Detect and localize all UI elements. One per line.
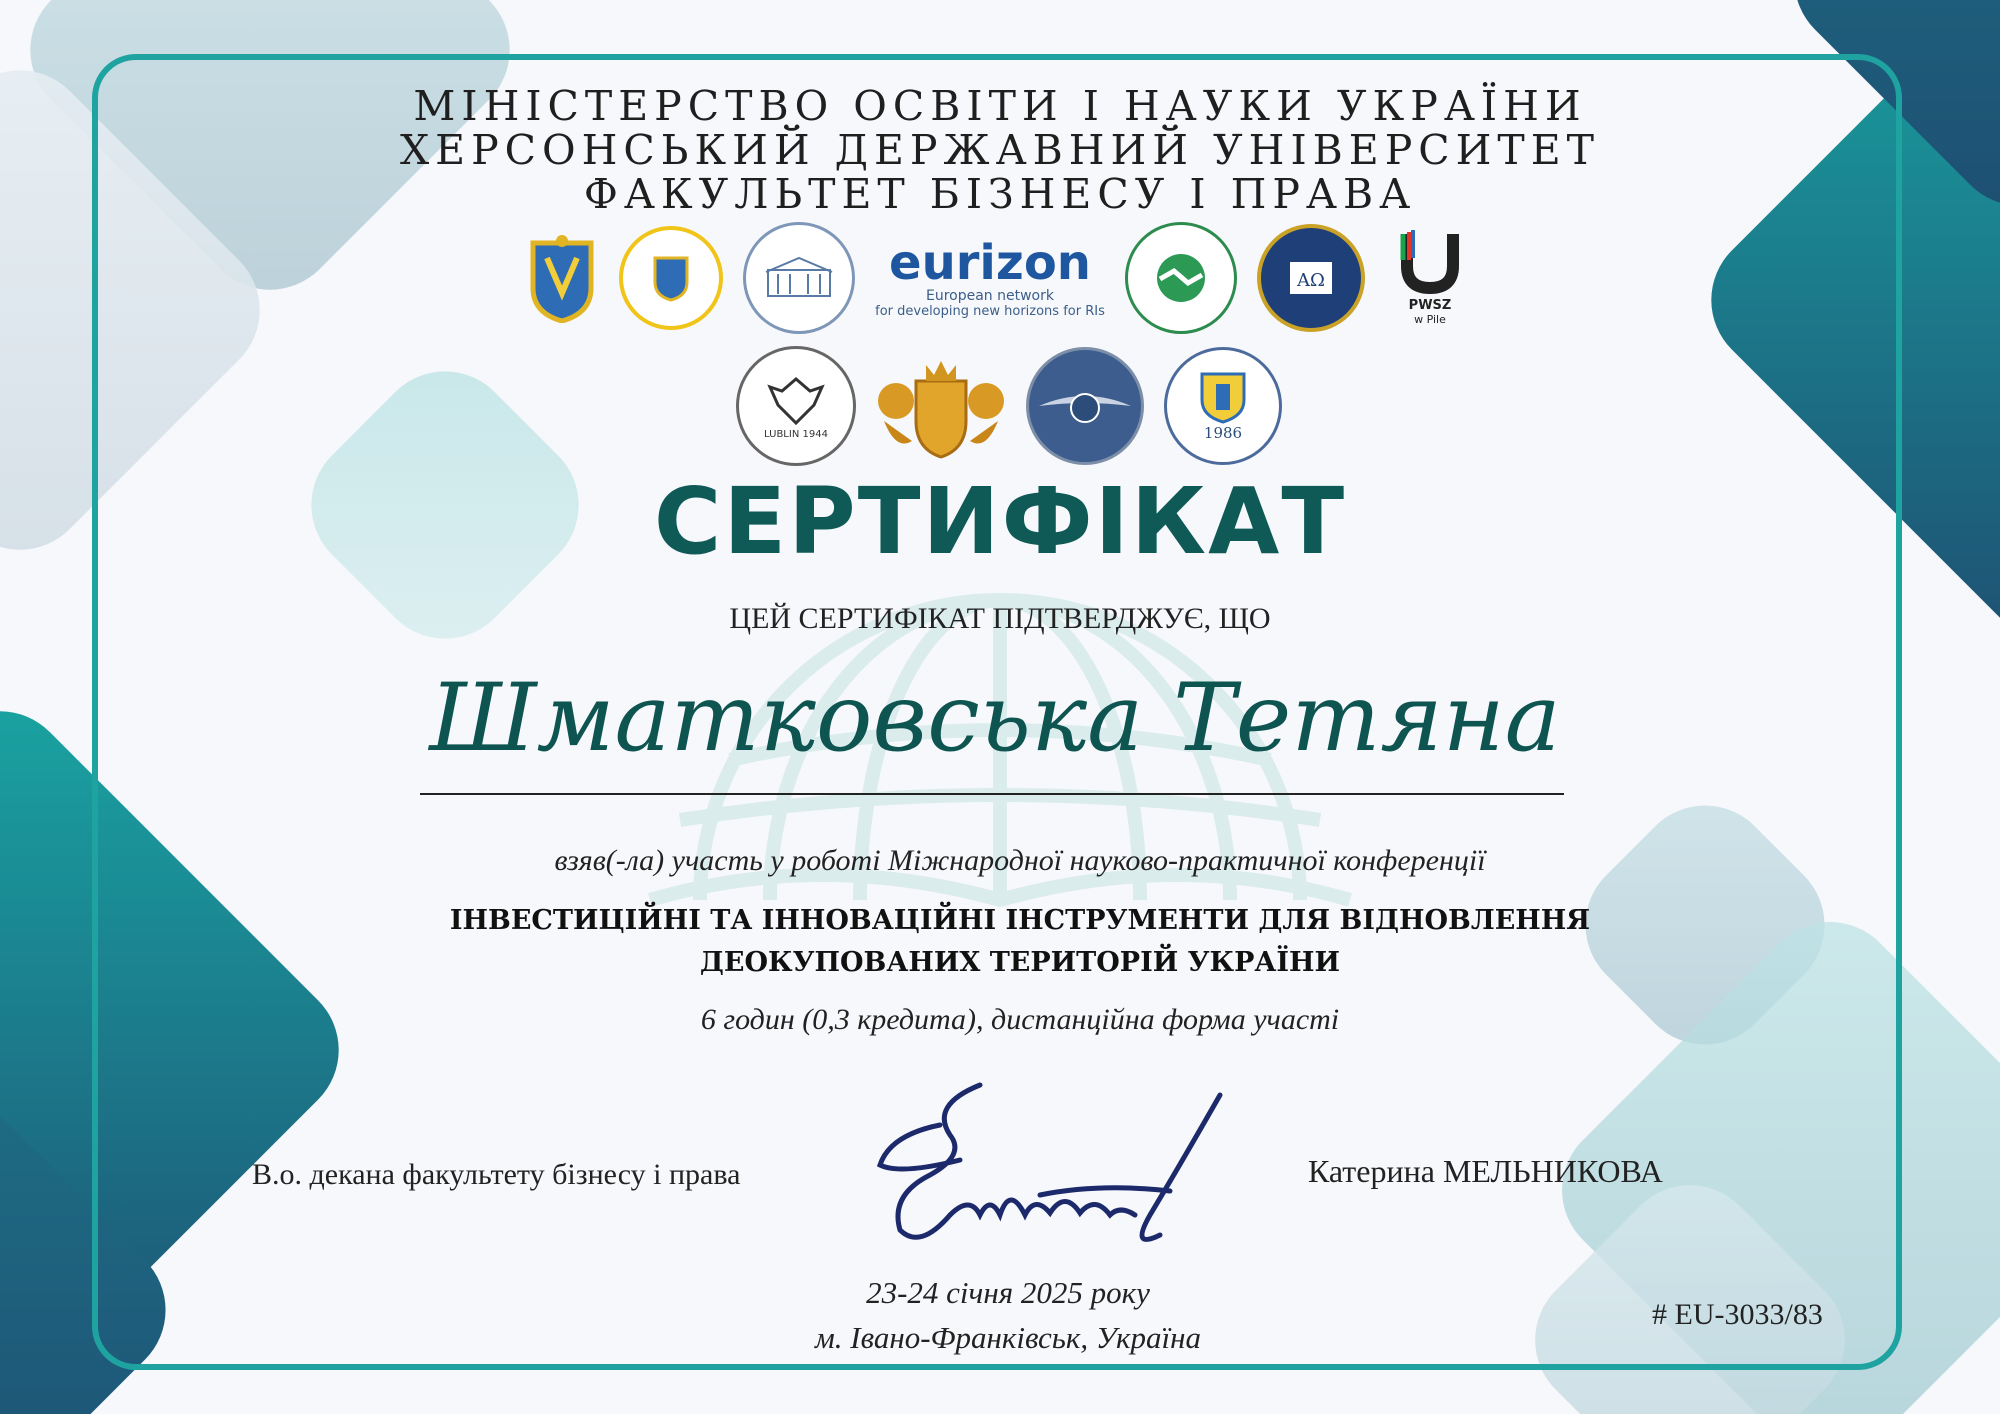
name-underline (420, 793, 1564, 795)
skovoroda-year: 1986 (1203, 424, 1243, 442)
header (0, 84, 2000, 216)
dean-signature (870, 1065, 1230, 1255)
conference-title (0, 900, 2000, 984)
university-line: ХЕРСОНСЬКИЙ ДЕРЖАВНИЙ УНІВЕРСИТЕТ (399, 126, 1601, 174)
eurizon-logo (875, 234, 1105, 319)
pwsz-wordmark: PWSZ (1408, 298, 1452, 313)
recipient-name: Шматковська Тетяна (429, 664, 1561, 773)
certificate-number: # EU-3033/83 (1652, 1298, 1823, 1331)
kherson-state-university-seal-icon (743, 222, 855, 334)
faculty-business-law-handshake-icon (1125, 222, 1237, 334)
umcs-year: LUBLIN 1944 (764, 428, 828, 440)
kherson-coat-of-arms-icon (525, 233, 599, 323)
skovoroda-university-seal-icon (1164, 347, 1282, 465)
umcs-lublin-eagle-seal-icon (736, 346, 856, 466)
svg-text:ΑΩ: ΑΩ (1297, 270, 1325, 291)
ministry-line: МІНІСТЕРСТВО ОСВІТИ І НАУКИ УКРАЇНИ (413, 82, 1587, 130)
pwsz-logo (1385, 230, 1475, 326)
logos-row-2 (0, 346, 2000, 466)
oblast-administration-logo-icon (619, 226, 723, 330)
national-aviation-university-icon (1026, 347, 1144, 465)
signatory-name: Катерина МЕЛЬНИКОВА (1308, 1153, 1663, 1189)
event-date: 23-24 січня 2025 року (866, 1275, 1150, 1310)
pwsz-u-icon (1397, 230, 1463, 294)
participation-text: взяв(-ла) участь у роботі Міжнародної науково-практичної конференції (554, 844, 1486, 877)
hours-credits-text: 6 годин (0,3 кредита), дистанційна форма участі (700, 1003, 1340, 1036)
lions-crest-icon (876, 351, 1006, 461)
national-university-seal-icon (1257, 224, 1365, 332)
eurizon-tagline-1: European network (926, 287, 1054, 304)
certificate-title: СЕРТИФІКАТ (653, 468, 1347, 575)
conference-title-line-1: ІНВЕСТИЦІЙНІ ТА ІННОВАЦІЙНІ ІНСТРУМЕНТИ ДЛЯ ВІДНОВЛЕННЯ (449, 905, 1591, 936)
faculty-line: ФАКУЛЬТЕТ БІЗНЕСУ І ПРАВА (583, 170, 1417, 218)
conference-title-line-2: ДЕОКУПОВАНИХ ТЕРИТОРІЙ УКРАЇНИ (699, 947, 1341, 978)
signatory-role: В.о. декана факультету бізнесу і права (252, 1158, 741, 1191)
logos-row-1 (0, 222, 2000, 334)
certificate-subtitle: ЦЕЙ СЕРТИФІКАТ ПІДТВЕРДЖУЄ, ЩО (729, 602, 1271, 635)
pwsz-subtitle: w Pile (1414, 313, 1446, 326)
eurizon-wordmark: eurizon (889, 234, 1091, 291)
eurizon-tagline-2: for developing new horizons for RIs (875, 303, 1105, 319)
event-place: м. Івано-Франківськ, Україна (815, 1320, 1201, 1355)
